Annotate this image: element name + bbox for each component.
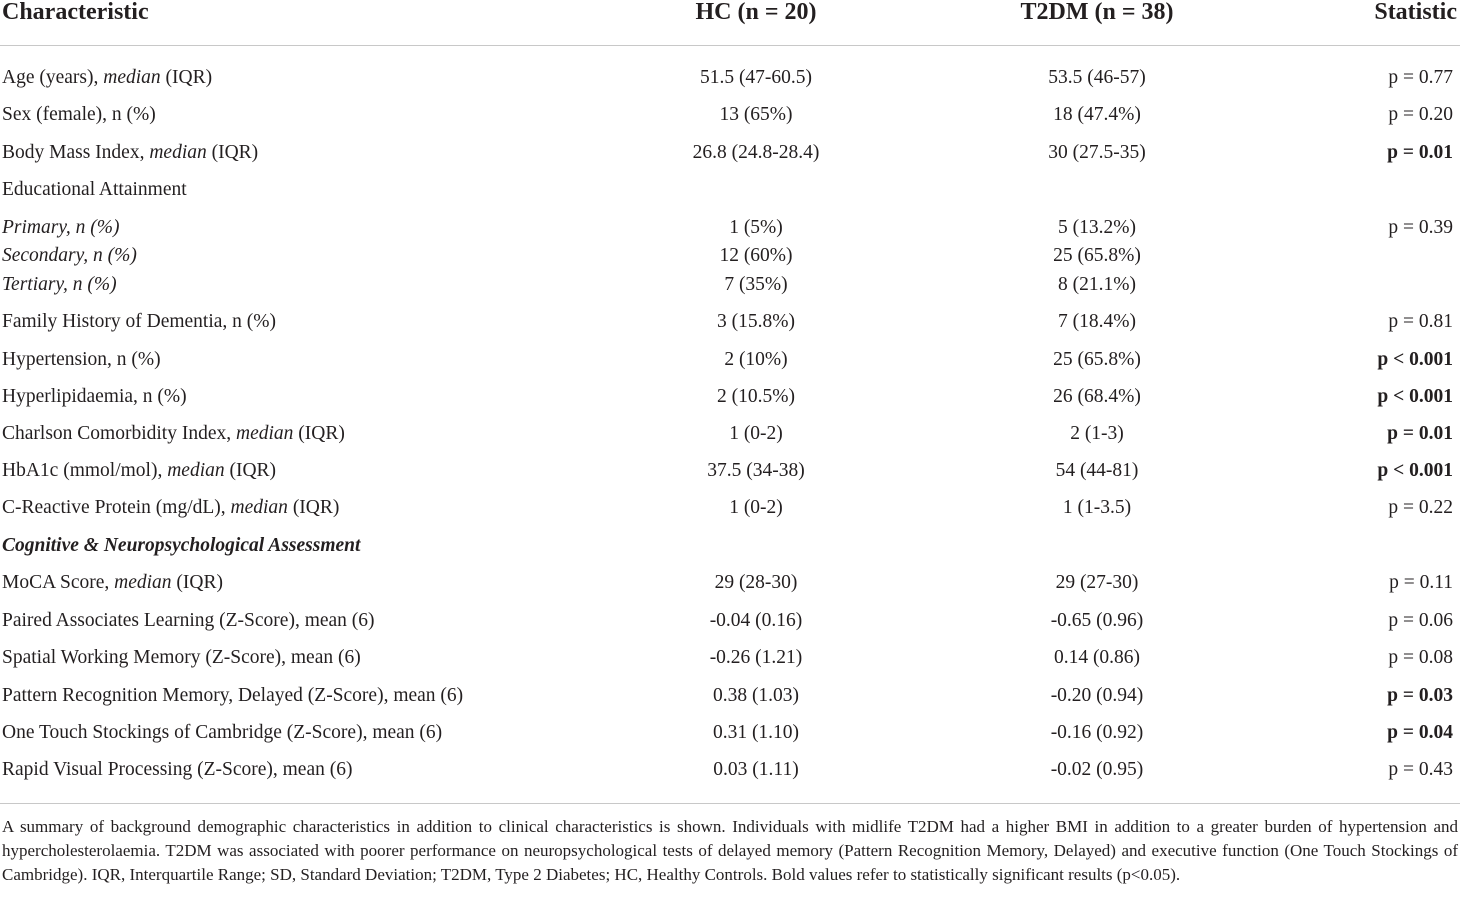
- hc-value: 13 (65%): [719, 104, 793, 125]
- row-label: C-Reactive Protein (mg/dL), median (IQR): [2, 497, 340, 518]
- t2dm-value: 7 (18.4%): [1058, 311, 1136, 332]
- row-label: MoCA Score, median (IQR): [2, 572, 223, 593]
- t2dm-value: 30 (27.5-35): [1048, 142, 1146, 163]
- t2dm-value: 25 (65.8%): [1053, 349, 1141, 370]
- hc-value: 0.31 (1.10): [712, 722, 800, 743]
- t2dm-value: 25 (65.8%): [1053, 245, 1141, 266]
- row-label: One Touch Stockings of Cambridge (Z-Score), mean (6): [2, 722, 443, 743]
- t2dm-value: 53.5 (46-57): [1048, 67, 1146, 88]
- statistic-value: p = 0.39: [1388, 217, 1453, 238]
- t2dm-value: -0.65 (0.96): [1050, 610, 1144, 631]
- hc-value: 1 (5%): [729, 217, 783, 238]
- table-footnote: A summary of background demographic characteristics in addition to clinical characteristics is shown. Individuals with midlife T2DM had a higher BMI in addition to a greater burden of hypertension and hypercholesterolaemia. T2DM was associated with poorer performance on neuropsychological tests of delayed memory (Pattern Recognition Memory, Delayed) and executive function (One Touch Stockings of Cambridge). IQR, Interquartile Range; SD, Standard Deviation; T2DM, Type 2 Diabetes; HC, Healthy Controls. Bold values refer to statistically significant results (p<0.05).: [2, 817, 1458, 885]
- header-hc: HC (n = 20): [695, 0, 817, 25]
- row-label: Charlson Comorbidity Index, median (IQR): [2, 423, 345, 444]
- row-label: HbA1c (mmol/mol), median (IQR): [2, 460, 277, 481]
- row-label: Educational Attainment: [2, 179, 187, 200]
- row-label: Body Mass Index, median (IQR): [2, 142, 259, 163]
- statistic-value: p = 0.81: [1388, 311, 1453, 332]
- row-label: Family History of Dementia, n (%): [2, 311, 277, 332]
- hc-value: 2 (10.5%): [717, 386, 795, 407]
- t2dm-value: 0.14 (0.86): [1053, 647, 1141, 668]
- row-label: Sex (female), n (%): [2, 104, 156, 125]
- t2dm-value: 2 (1-3): [1070, 423, 1124, 444]
- row-label: Age (years), median (IQR): [2, 67, 213, 88]
- row-label: Spatial Working Memory (Z-Score), mean (6): [2, 647, 361, 668]
- header-statistic: Statistic: [1374, 0, 1457, 25]
- statistic-value: p = 0.11: [1389, 572, 1453, 593]
- t2dm-value: 54 (44-81): [1055, 460, 1139, 481]
- statistic-value: p < 0.001: [1377, 460, 1453, 481]
- statistic-value: p = 0.04: [1387, 722, 1453, 743]
- row-label: Secondary, n (%): [2, 245, 137, 266]
- statistic-value: p = 0.03: [1387, 685, 1453, 706]
- hc-value: 12 (60%): [719, 245, 793, 266]
- t2dm-value: 1 (1-3.5): [1062, 497, 1132, 518]
- statistic-value: p < 0.001: [1377, 349, 1453, 370]
- statistic-value: p = 0.77: [1388, 67, 1453, 88]
- hc-value: 2 (10%): [724, 349, 788, 370]
- t2dm-value: 26 (68.4%): [1053, 386, 1141, 407]
- statistic-value: p = 0.08: [1388, 647, 1453, 668]
- hc-value: 0.38 (1.03): [712, 685, 800, 706]
- section-heading: Cognitive & Neuropsychological Assessment: [2, 535, 361, 556]
- t2dm-value: 29 (27-30): [1055, 572, 1139, 593]
- statistic-value: p = 0.22: [1388, 497, 1453, 518]
- hc-value: 7 (35%): [724, 274, 788, 295]
- hc-value: 29 (28-30): [714, 572, 798, 593]
- header-characteristic: Characteristic: [2, 0, 149, 25]
- t2dm-value: 8 (21.1%): [1058, 274, 1136, 295]
- row-label: Pattern Recognition Memory, Delayed (Z-Score), mean (6): [2, 685, 464, 706]
- hc-value: 51.5 (47-60.5): [699, 67, 813, 88]
- t2dm-value: 18 (47.4%): [1053, 104, 1141, 125]
- statistic-value: p < 0.001: [1377, 386, 1453, 407]
- t2dm-value: -0.20 (0.94): [1050, 685, 1144, 706]
- statistic-value: p = 0.01: [1387, 423, 1453, 444]
- statistic-value: p = 0.06: [1388, 610, 1453, 631]
- hc-value: -0.26 (1.21): [709, 647, 803, 668]
- row-label: Hyperlipidaemia, n (%): [2, 386, 187, 407]
- statistic-value: p = 0.01: [1387, 142, 1453, 163]
- t2dm-value: -0.16 (0.92): [1050, 722, 1144, 743]
- t2dm-value: 5 (13.2%): [1058, 217, 1136, 238]
- hc-value: 0.03 (1.11): [713, 759, 799, 780]
- footer-divider: [0, 803, 1460, 804]
- hc-value: 1 (0-2): [729, 423, 783, 444]
- t2dm-value: -0.02 (0.95): [1050, 759, 1144, 780]
- row-label: Paired Associates Learning (Z-Score), mean (6): [2, 610, 375, 631]
- statistic-value: p = 0.20: [1388, 104, 1453, 125]
- row-label: Tertiary, n (%): [2, 274, 117, 295]
- hc-value: 3 (15.8%): [717, 311, 795, 332]
- hc-value: 26.8 (24.8-28.4): [692, 142, 820, 163]
- row-label: Primary, n (%): [2, 217, 120, 238]
- header-t2dm: T2DM (n = 38): [1020, 0, 1174, 25]
- header-divider: [0, 45, 1460, 46]
- hc-value: 1 (0-2): [729, 497, 783, 518]
- hc-value: -0.04 (0.16): [709, 610, 803, 631]
- hc-value: 37.5 (34-38): [707, 460, 805, 481]
- row-label: Hypertension, n (%): [2, 349, 161, 370]
- row-label: Rapid Visual Processing (Z-Score), mean (6): [2, 759, 353, 780]
- statistic-value: p = 0.43: [1388, 759, 1453, 780]
